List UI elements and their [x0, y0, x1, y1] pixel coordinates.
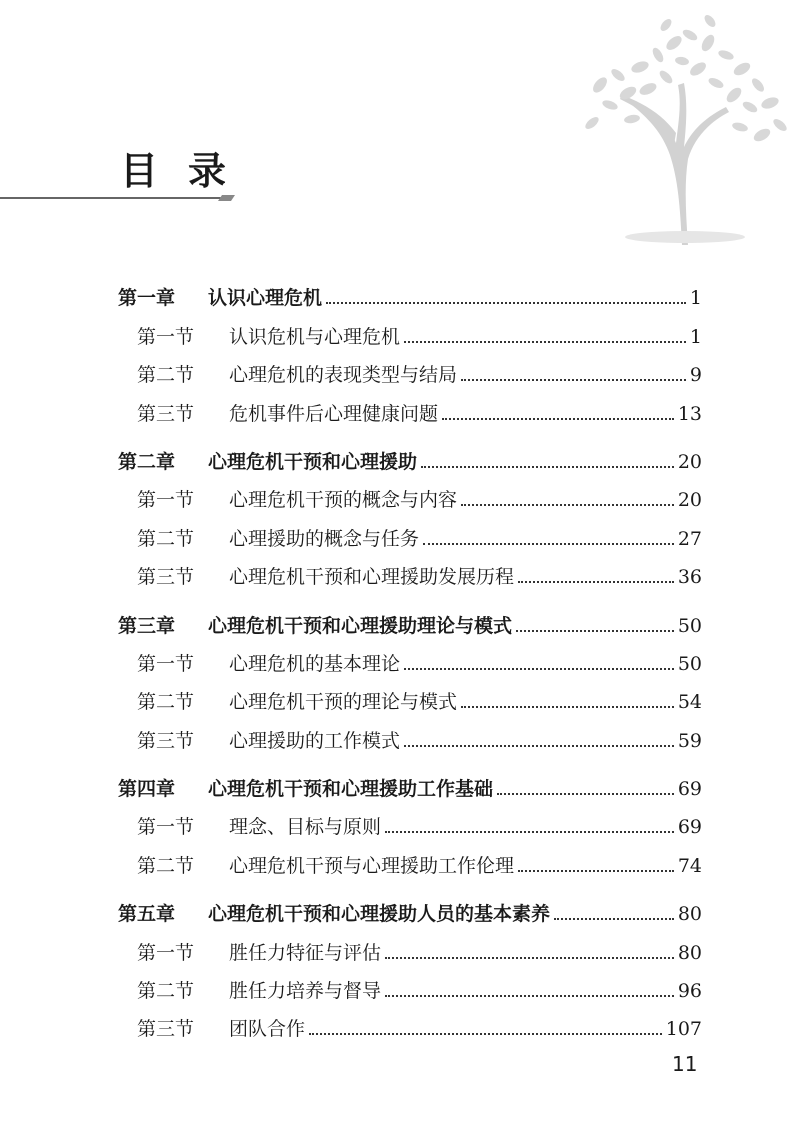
section-number: 第二节	[137, 527, 195, 550]
section-entry[interactable]	[118, 926, 702, 964]
section-number: 第一节	[137, 816, 195, 839]
section-page: 50	[677, 652, 702, 675]
section-entry[interactable]	[118, 839, 702, 877]
chapter-entry[interactable]	[118, 599, 702, 637]
section-page: 80	[677, 941, 702, 964]
dot-leader	[385, 957, 674, 959]
section-page: 69	[677, 816, 702, 839]
chapter-block	[118, 888, 702, 1042]
section-page: 13	[677, 402, 702, 425]
section-number: 第一节	[137, 325, 195, 348]
chapter-page: 80	[677, 903, 702, 926]
chapter-entry[interactable]	[118, 763, 702, 801]
section-number: 第二节	[137, 854, 195, 877]
page-title: 目录	[120, 149, 257, 193]
section-page: 1	[689, 325, 702, 348]
section-number: 第三节	[137, 729, 195, 752]
chapter-number: 第四章	[118, 778, 176, 801]
chapter-entry[interactable]	[118, 272, 702, 310]
section-title: 心理危机干预的概念与内容	[229, 489, 458, 512]
section-page: 59	[677, 729, 702, 752]
chapter-title: 心理危机干预和心理援助人员的基本素养	[208, 903, 551, 926]
dot-leader	[326, 302, 686, 304]
dot-leader	[421, 466, 674, 468]
section-entry[interactable]	[118, 310, 702, 348]
chapter-title: 心理危机干预和心理援助理论与模式	[208, 614, 513, 637]
section-page: 107	[665, 1018, 702, 1041]
section-title: 心理危机干预的理论与模式	[229, 691, 458, 714]
chapter-title: 心理危机干预和心理援助	[208, 450, 418, 473]
chapter-page: 1	[689, 287, 702, 310]
dot-leader	[461, 379, 686, 381]
dot-leader	[385, 995, 674, 997]
section-title: 理念、目标与原则	[229, 816, 382, 839]
section-title: 胜任力特征与评估	[229, 941, 382, 964]
section-entry[interactable]	[118, 349, 702, 387]
section-number: 第二节	[137, 980, 195, 1003]
section-page: 96	[677, 980, 702, 1003]
section-page: 36	[677, 566, 702, 589]
chapter-number: 第五章	[118, 903, 176, 926]
section-title: 认识危机与心理危机	[229, 325, 401, 348]
section-number: 第三节	[137, 402, 195, 425]
dot-leader	[404, 341, 686, 343]
section-page: 20	[677, 489, 702, 512]
chapter-title: 心理危机干预和心理援助工作基础	[208, 778, 494, 801]
section-entry[interactable]	[118, 714, 702, 752]
section-entry[interactable]	[118, 965, 702, 1003]
dot-leader	[309, 1033, 662, 1035]
section-number: 第二节	[137, 691, 195, 714]
dot-leader	[423, 543, 674, 545]
section-entry[interactable]	[118, 801, 702, 839]
section-page: 54	[677, 691, 702, 714]
chapter-page: 50	[677, 614, 702, 637]
chapter-title: 认识心理危机	[208, 287, 323, 310]
dot-leader	[385, 831, 674, 833]
section-title: 团队合作	[229, 1018, 306, 1041]
chapter-page: 69	[677, 778, 702, 801]
section-title: 心理援助的工作模式	[229, 729, 401, 752]
dot-leader	[461, 706, 674, 708]
section-title: 心理危机干预和心理援助发展历程	[229, 566, 515, 589]
chapter-block	[118, 599, 702, 753]
section-entry[interactable]	[118, 1003, 702, 1041]
section-title: 危机事件后心理健康问题	[229, 402, 439, 425]
section-page: 9	[689, 364, 702, 387]
section-page: 27	[677, 527, 702, 550]
chapter-entry[interactable]	[118, 436, 702, 474]
section-number: 第一节	[137, 652, 195, 675]
dot-leader	[554, 918, 674, 920]
chapter-block	[118, 436, 702, 590]
dot-leader	[442, 418, 674, 420]
title-rule	[0, 194, 235, 202]
section-entry[interactable]	[118, 512, 702, 550]
section-number: 第二节	[137, 364, 195, 387]
chapter-block	[118, 763, 702, 878]
section-entry[interactable]	[118, 387, 702, 425]
chapter-entry[interactable]	[118, 888, 702, 926]
section-number: 第三节	[137, 566, 195, 589]
tree-illustration-icon	[570, 5, 800, 245]
section-page: 74	[677, 854, 702, 877]
section-title: 心理援助的概念与任务	[229, 527, 420, 550]
dot-leader	[497, 793, 674, 795]
dot-leader	[404, 668, 674, 670]
section-title: 心理危机的表现类型与结局	[229, 364, 458, 387]
chapter-number: 第三章	[118, 614, 176, 637]
section-title: 心理危机干预与心理援助工作伦理	[229, 854, 515, 877]
dot-leader	[518, 581, 674, 583]
dot-leader	[516, 630, 674, 632]
chapter-number: 第二章	[118, 450, 176, 473]
chapter-block	[118, 272, 702, 426]
chapter-page: 20	[677, 450, 702, 473]
dot-leader	[404, 745, 674, 747]
section-number: 第一节	[137, 489, 195, 512]
section-title: 心理危机的基本理论	[229, 652, 401, 675]
page-number: 11	[672, 1052, 698, 1076]
dot-leader	[461, 504, 674, 506]
section-entry[interactable]	[118, 638, 702, 676]
section-number: 第一节	[137, 941, 195, 964]
table-of-contents	[118, 272, 702, 1051]
section-entry[interactable]	[118, 551, 702, 589]
chapter-number: 第一章	[118, 287, 176, 310]
dot-leader	[518, 870, 674, 872]
section-title: 胜任力培养与督导	[229, 980, 382, 1003]
section-entry[interactable]	[118, 474, 702, 512]
section-number: 第三节	[137, 1018, 195, 1041]
section-entry[interactable]	[118, 676, 702, 714]
